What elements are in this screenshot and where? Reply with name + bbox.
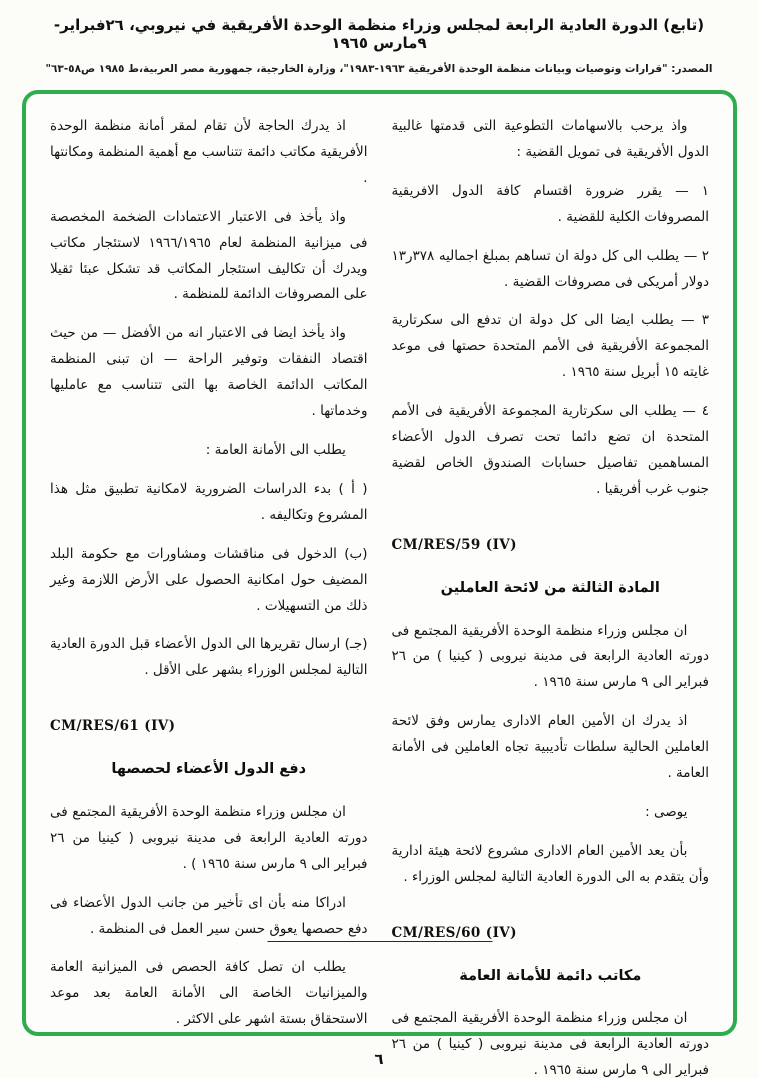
resolution-code: CM/RES/60 (IV): [391, 924, 517, 941]
numbered-item: ٢ — يطلب الى كل دولة ان تساهم بمبلغ اجماليه ٣٧٨ر١٣ دولار أمريكى فى مصروفات القضية .: [391, 247, 709, 290]
content-frame: [22, 90, 737, 1078]
numbered-item: ٣ — يطلب ايضا الى كل دولة ان تدفع الى سكرتارية المجموعة الأفريقية فى الأمم المتحدة حصتها فى موعد غايته ١٥ أبريل سنة ١٩٦٥ .: [391, 312, 709, 381]
page-header: [0, 0, 758, 75]
paragraph: يطلب ان تصل كافة الحصص فى الميزانية العامة والميزانيات الخاصة الى الأمانة العامة بعد موعد الاستحقاق بستة اشهر على الاكثر .: [50, 959, 368, 1028]
two-column-layout: [50, 114, 709, 1078]
resolution-code: CM/RES/61 (IV): [50, 718, 176, 735]
paragraph: ان مجلس وزراء منظمة الوحدة الأفريقية المجتمع فى دورته العادية الرابعة فى مدينة نيروبى ( كينيا من ٢٦ فبراير الى ٩ مارس سنة ١٩٦٥ ) .: [50, 803, 368, 872]
document-source: المصدر: "قرارات وتوصيات وبيانات منظمة الوحدة الأفريقية ١٩٦٣-١٩٨٣"، وزارة الخارجية، جمهورية مصر العربية،ط ١٩٨٥ ص٥٨-٦٣": [45, 63, 713, 75]
lettered-item: ( أ ) بدء الدراسات الضرورية لامكانية تطبيق مثل هذا المشروع وتكاليفه .: [50, 480, 368, 523]
paragraph: واذ يأخذ ايضا فى الاعتبار انه من الأفضل — من حيث اقتصاد النفقات وتوفير الراحة — ان تبنى المنظمة المكاتب الدائمة الخاصة بها التى تتناسب مع عامليها وخدماتها .: [50, 325, 368, 420]
numbered-item: ٤ — يطلب الى سكرتارية المجموعة الأفريقية فى الأمم المتحدة ان تضع دائما تحت تصرف الدول الأعضاء المساهمين تفاصيل حسابات الصندوق الخاص لقضية جنوب غرب أفريقيا .: [391, 403, 709, 497]
left-column: [50, 114, 368, 1046]
page-number: ٦: [374, 1050, 384, 1068]
lettered-item: (جـ) ارسال تقريرها الى الدول الأعضاء قبل الدورة العادية التالية لمجلس الوزراء بشهر على الأقل .: [50, 636, 368, 679]
section-heading: مكاتب دائمة للأمانة العامة: [459, 967, 642, 984]
paragraph: يوصى :: [645, 803, 688, 820]
paragraph: ادراكا منه بأن اى تأخير من جانب الدول الأعضاء فى دفع حصصها يعوق حسن سير العمل فى المنظمة .: [50, 894, 368, 937]
paragraph: ان مجلس وزراء منظمة الوحدة الأفريقية المجتمع فى دورته العادية الرابعة فى مدينة نيروبى ( كينيا ) من ٢٦ فبراير الى ٩ مارس سنة ١٩٦٥ .: [391, 1010, 709, 1078]
footer-rule: [267, 941, 492, 942]
section-heading: المادة الثالثة من لائحة العاملين: [440, 579, 660, 596]
resolution-code: CM/RES/59 (IV): [391, 536, 517, 553]
section-heading: دفع الدول الأعضاء لحصصها: [111, 761, 307, 778]
paragraph: يطلب الى الأمانة العامة :: [205, 441, 346, 458]
paragraph: ان مجلس وزراء منظمة الوحدة الأفريقية المجتمع فى دورته العادية الرابعة فى مدينة نيروبى ( كينيا ) من ٢٦ فبراير الى ٩ مارس سنة ١٩٦٥ .: [391, 622, 709, 691]
lettered-item: (ب) الدخول فى مناقشات ومشاورات مع حكومة البلد المضيف حول امكانية الحصول على الأرض اللازمة وغير ذلك من التسهيلات .: [50, 545, 368, 614]
paragraph: بأن يعد الأمين العام الادارى مشروع لائحة هيئة ادارية وأن يتقدم به الى الدورة العادية التالية لمجلس الوزراء .: [391, 842, 709, 885]
paragraph: واذ يأخذ فى الاعتبار الاعتمادات الضخمة المخصصة فى ميزانية المنظمة لعام ١٩٦٦/١٩٦٥ لاستئجار مكاتب ويدرك أن تكاليف استئجار المكاتب قد تشكل عبئا ثقيلا على المصروفات الدائمة للمنظمة .: [50, 208, 368, 303]
paragraph: اذ يدرك الحاجة لأن تقام لمقر أمانة منظمة الوحدة الأفريقية مكاتب دائمة تتناسب مع أهمية المنظمة ومكانتها .: [50, 118, 368, 186]
paragraph: واذ يرحب بالاسهامات التطوعية التى قدمتها غالبية الدول الأفريقية فى تمويل القضية :: [391, 118, 709, 160]
document-title: (تابع) الدورة العادية الرابعة لمجلس وزراء منظمة الوحدة الأفريقية في نيروبي، ٢٦فبراير- ٩مارس ١٩٦٥: [53, 16, 705, 52]
right-column: [392, 114, 710, 1078]
paragraph: اذ يدرك ان الأمين العام الادارى يمارس وفق لائحة العاملين الحالية سلطات تأديبية تجاه العاملين فى الأمانة العامة .: [391, 713, 709, 782]
numbered-item: ١ — يقرر ضرورة اقتسام كافة الدول الافريقية المصروفات الكلية للقضية .: [391, 182, 709, 225]
